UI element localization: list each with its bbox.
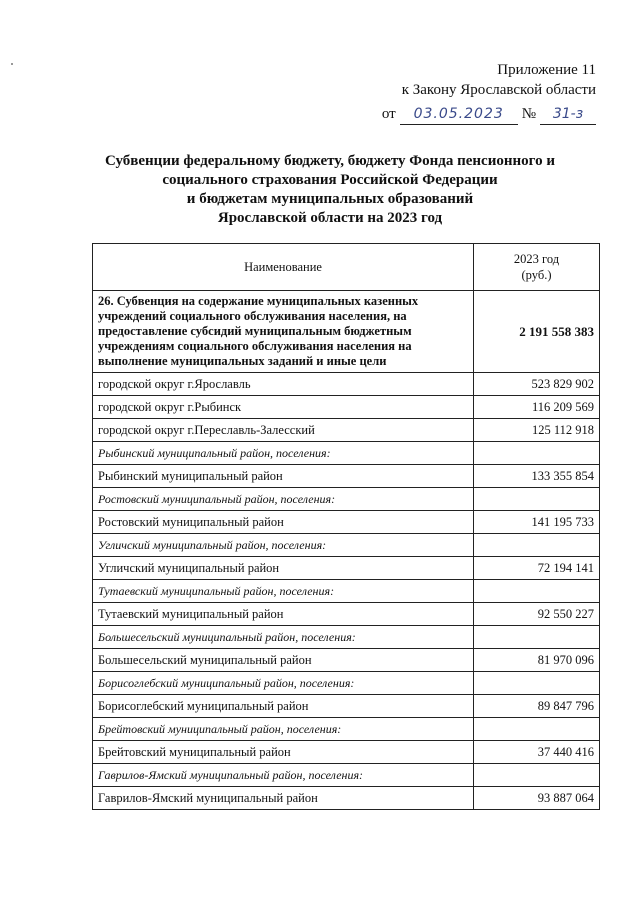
appendix-date-line — [382, 104, 596, 125]
table-row — [93, 557, 600, 580]
main-amount: 2 191 558 383 — [474, 291, 600, 373]
table-section-row — [93, 718, 600, 741]
amount-cell — [474, 626, 600, 649]
document-title — [70, 152, 590, 228]
table-section-row — [93, 672, 600, 695]
section-label: Угличский муниципальный район, поселения: — [93, 534, 474, 557]
amount-cell: 37 440 416 — [474, 741, 600, 764]
header-year-label: 2023 год — [513, 252, 560, 266]
amount-cell — [474, 764, 600, 787]
table-row — [93, 695, 600, 718]
subvention-main-row — [93, 291, 600, 373]
municipality-name: городской округ г.Рыбинск — [93, 396, 474, 419]
section-label: Брейтовский муниципальный район, поселения: — [93, 718, 474, 741]
table-section-row — [93, 626, 600, 649]
municipality-name: Брейтовский муниципальный район — [93, 741, 474, 764]
municipality-name: Большесельский муниципальный район — [93, 649, 474, 672]
amount-cell — [474, 534, 600, 557]
municipality-name: городской округ г.Переславль-Залесский — [93, 419, 474, 442]
table-row — [93, 603, 600, 626]
appendix-title: Приложение 11 — [497, 62, 596, 78]
municipality-name: Угличский муниципальный район — [93, 557, 474, 580]
municipality-name: городской округ г.Ярославль — [93, 373, 474, 396]
table-header — [93, 244, 600, 291]
title-line-1: Субвенции федеральному бюджету, бюджету Фонда пенсионного и — [105, 153, 555, 169]
amount-cell: 141 195 733 — [474, 511, 600, 534]
table-section-row — [93, 488, 600, 511]
section-label: Гаврилов-Ямский муниципальный район, поселения: — [93, 764, 474, 787]
number-prefix: № — [521, 106, 536, 122]
amount-cell: 93 887 064 — [474, 787, 600, 810]
municipality-name: Гаврилов-Ямский муниципальный район — [93, 787, 474, 810]
main-name: 26. Субвенция на содержание муниципальных казенных учреждений социального обслуживания населения, на предоставление субсидий муниципальным бюджетным учреждениям социального обслуживания населения на выполнение муниципальных заданий и иные цели — [93, 291, 474, 373]
number-field: 31-з — [540, 104, 596, 125]
amount-cell: 92 550 227 — [474, 603, 600, 626]
amount-cell: 81 970 096 — [474, 649, 600, 672]
section-label: Тутаевский муниципальный район, поселения: — [93, 580, 474, 603]
table-section-row — [93, 534, 600, 557]
municipality-name: Борисоглебский муниципальный район — [93, 695, 474, 718]
table-row — [93, 419, 600, 442]
table-row — [93, 787, 600, 810]
table-row — [93, 465, 600, 488]
section-label: Рыбинский муниципальный район, поселения: — [93, 442, 474, 465]
table-row — [93, 511, 600, 534]
title-line-2: социального страхования Российской Федерации — [162, 172, 498, 188]
appendix-law: к Закону Ярославской области — [401, 82, 596, 98]
header-year — [474, 244, 600, 291]
amount-cell — [474, 580, 600, 603]
subvention-table — [92, 243, 600, 810]
header-name: Наименование — [93, 244, 474, 291]
title-line-3: и бюджетам муниципальных образований — [186, 191, 474, 207]
table-row — [93, 741, 600, 764]
table-row — [93, 373, 600, 396]
section-label: Ростовский муниципальный район, поселения: — [93, 488, 474, 511]
scan-speck — [11, 63, 13, 65]
title-line-4: Ярославской области на 2023 год — [217, 210, 443, 226]
amount-cell: 125 112 918 — [474, 419, 600, 442]
table-section-row — [93, 442, 600, 465]
amount-cell — [474, 718, 600, 741]
amount-cell: 72 194 141 — [474, 557, 600, 580]
amount-cell: 89 847 796 — [474, 695, 600, 718]
amount-cell — [474, 488, 600, 511]
table-row — [93, 649, 600, 672]
table-row — [93, 396, 600, 419]
amount-cell: 116 209 569 — [474, 396, 600, 419]
table-section-row — [93, 580, 600, 603]
appendix-block — [382, 60, 596, 125]
date-field: 03.05.2023 — [400, 104, 518, 125]
section-label: Большесельский муниципальный район, поселения: — [93, 626, 474, 649]
municipality-name: Ростовский муниципальный район — [93, 511, 474, 534]
municipality-name: Тутаевский муниципальный район — [93, 603, 474, 626]
amount-cell — [474, 442, 600, 465]
amount-cell — [474, 672, 600, 695]
amount-cell: 133 355 854 — [474, 465, 600, 488]
header-unit: (руб.) — [521, 268, 552, 282]
section-label: Борисоглебский муниципальный район, поселения: — [93, 672, 474, 695]
table-section-row — [93, 764, 600, 787]
amount-cell: 523 829 902 — [474, 373, 600, 396]
municipality-name: Рыбинский муниципальный район — [93, 465, 474, 488]
date-prefix: от — [381, 106, 396, 122]
